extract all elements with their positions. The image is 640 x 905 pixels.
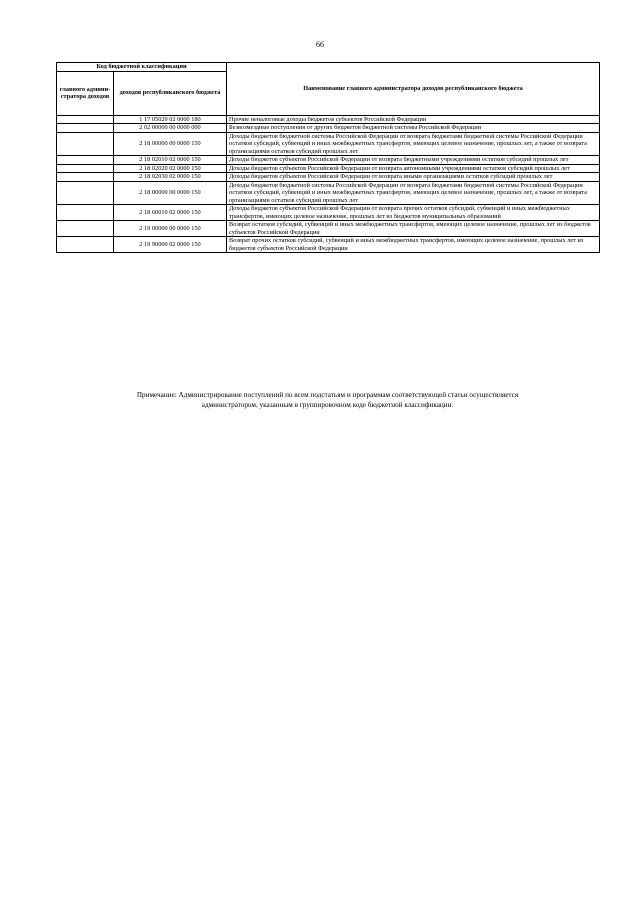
header-admin: главного админи-стратора доходов (57, 71, 114, 115)
header-name: Наименование главного администратора доходов республиканского бюджета (227, 63, 600, 116)
income-name-cell: Доходы бюджетов субъектов Российской Федерации от возврата автономными учреждениями остатков субсидий прошлых лет (227, 164, 600, 173)
income-code-cell: 2 18 60010 02 0000 150 (114, 205, 227, 221)
income-code-cell: 2 18 02010 02 0000 150 (114, 156, 227, 165)
page-number: 66 (316, 40, 324, 49)
income-code-cell: 2 18 02030 02 0000 150 (114, 173, 227, 182)
income-name-cell: Доходы бюджетов бюджетной системы Российской Федерации от возврата бюджетами бюджетной системы Российской Федерации остатков субсидий, субвенций и иных межбюджетных трансфертов, имеющих целевое назначение, прошлых лет, а также от возврата организациями остатков субсидий прошлых лет (227, 181, 600, 205)
table-row (57, 181, 600, 205)
admin-code-cell (57, 132, 114, 156)
income-code-cell: 2 02 00000 00 0000 000 (114, 124, 227, 133)
footnote-line-2: администратором, указанным в группировочном коде бюджетной классификации. (201, 401, 454, 409)
footnote (56, 390, 599, 410)
table-row (57, 156, 600, 165)
admin-code-cell (57, 237, 114, 253)
table-row (57, 164, 600, 173)
admin-code-cell (57, 221, 114, 237)
income-name-cell: Возврат прочих остатков субсидий, субвенций и иных межбюджетных трансфертов, имеющих целевое назначение, прошлых лет из бюджетов субъектов Российской Федерации (227, 237, 600, 253)
income-name-cell: Доходы бюджетов субъектов Российской Федерации от возврата иными организациями остатков субсидий прошлых лет (227, 173, 600, 182)
table-row (57, 205, 600, 221)
admin-code-cell (57, 173, 114, 182)
table-row (57, 124, 600, 133)
table-row (57, 237, 600, 253)
income-code-cell: 2 19 90000 02 0000 150 (114, 237, 227, 253)
budget-classification-table (56, 62, 600, 253)
admin-code-cell (57, 181, 114, 205)
table-row (57, 221, 600, 237)
table-row (57, 173, 600, 182)
income-code-cell: 1 17 05020 02 0000 180 (114, 115, 227, 124)
income-code-cell: 2 18 00000 00 0000 150 (114, 181, 227, 205)
income-code-cell: 2 18 00000 00 0000 150 (114, 132, 227, 156)
table-row (57, 115, 600, 124)
income-name-cell: Доходы бюджетов субъектов Российской Федерации от возврата прочих остатков субсидий, субвенций и иных межбюджетных трансфертов, имеющих целевое назначение, прошлых лет из бюджетов муниципальных образований (227, 205, 600, 221)
income-code-cell: 2 18 02020 02 0000 150 (114, 164, 227, 173)
admin-code-cell (57, 205, 114, 221)
table-row (57, 132, 600, 156)
income-code-cell: 2 19 00000 00 0000 150 (114, 221, 227, 237)
footnote-line-1: Примечание: Администрирование поступлений по всем подстатьям и программам соответствующей статьи осуществляется (136, 391, 519, 399)
admin-code-cell (57, 115, 114, 124)
header-income: доходов республиканского бюджета (114, 71, 227, 115)
income-name-cell: Возврат остатков субсидий, субвенций и иных межбюджетных трансфертов, имеющих целевое назначение, прошлых лет из бюджетов субъектов Российской Федерации (227, 221, 600, 237)
admin-code-cell (57, 124, 114, 133)
income-name-cell: Доходы бюджетов бюджетной системы Российской Федерации от возврата бюджетами бюджетной системы Российской Федерации остатков субсидий, субвенций и иных межбюджетных трансфертов, имеющих целевое назначение, прошлых лет, а также от возврата организациями остатков субсидий прошлых лет (227, 132, 600, 156)
admin-code-cell (57, 164, 114, 173)
income-name-cell: Безвозмездные поступления от других бюджетов бюджетной системы Российской Федерации (227, 124, 600, 133)
income-name-cell: Прочие неналоговые доходы бюджетов субъектов Российской Федерации (227, 115, 600, 124)
header-code-group: Код бюджетной классификации (57, 63, 227, 72)
income-name-cell: Доходы бюджетов субъектов Российской Федерации от возврата бюджетными учреждениями остатков субсидий прошлых лет (227, 156, 600, 165)
admin-code-cell (57, 156, 114, 165)
